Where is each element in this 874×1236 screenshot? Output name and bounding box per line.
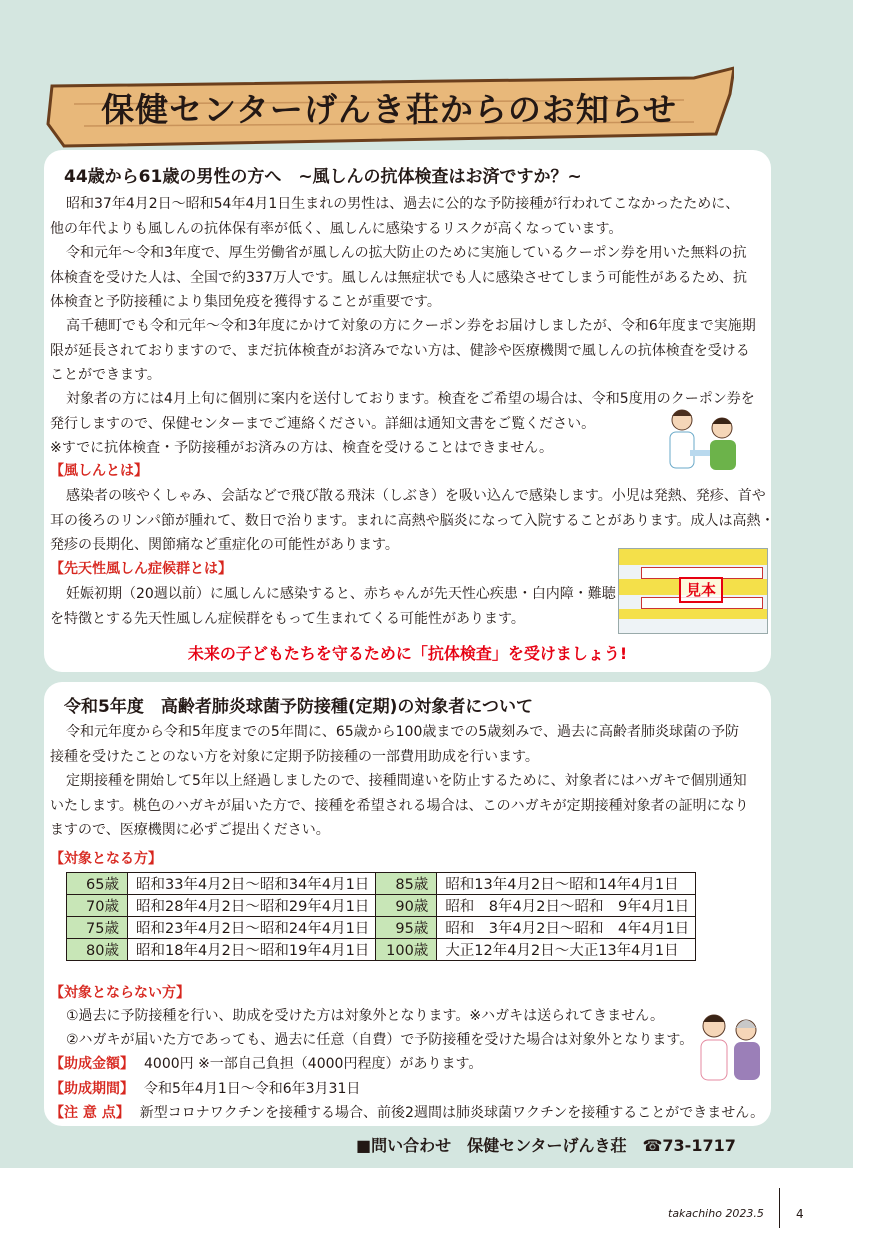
subsidy-amount-label: 【助成金額】 xyxy=(50,1056,134,1072)
age-cell: 80歳 xyxy=(67,939,128,961)
range-cell: 昭和13年4月2日～昭和14年4月1日 xyxy=(437,873,696,895)
subsidy-period-label: 【助成期間】 xyxy=(50,1081,134,1097)
crs-text: 妊娠初期（20週以前）に風しんに感染すると、赤ちゃんが先天性心疾患・白内障・難聴 を特徴とする先天性風しん症候群をもって生まれてくる可能性があります。 xyxy=(50,586,616,627)
crs-heading: 【先天性風しん症候群とは】 xyxy=(50,561,232,577)
age-cell: 75歳 xyxy=(67,917,128,939)
range-cell: 昭和 8年4月2日～昭和 9年4月1日 xyxy=(437,895,696,917)
rubella-about-text: 感染者の咳やくしゃみ、会話などで飛び散る飛沫（しぶき）を吸い込んで感染します。小児は発熱、発疹、首や 耳の後ろのリンパ節が腫れて、数日で治ります。まれに高熱や脳炎になって入院することがあります。成人は高熱・ 発疹の長期化、関節痛など重症化の可能性があります。 xyxy=(50,488,775,553)
footer-divider xyxy=(779,1188,780,1228)
table-row xyxy=(67,873,696,895)
age-cell: 100歳 xyxy=(376,939,437,961)
caution-label: 【注 意 点】 xyxy=(50,1105,130,1121)
doctor-patient-illustration xyxy=(660,406,742,474)
page-number: 4 xyxy=(796,1207,804,1221)
page-title: 保健センターげんき荘からのお知らせ xyxy=(101,90,677,129)
rubella-heading: 44歳から61歳の男性の方へ ~風しんの抗体検査はお済ですか？~ xyxy=(64,167,582,187)
age-cell: 85歳 xyxy=(376,873,437,895)
range-cell: 昭和 3年4月2日～昭和 4年4月1日 xyxy=(437,917,696,939)
rubella-paragraph-1: 昭和37年4月2日～昭和54年4月1日生まれの男性は、過去に公的な予防接種が行われてこなかったために、 他の年代よりも風しんの抗体保有率が低く、風しんに感染するリスクが高くなっています。 xyxy=(50,196,740,237)
sample-stamp: 見本 xyxy=(679,577,723,603)
antibody-slogan: 未来の子どもたちを守るために「抗体検査」を受けましょう! xyxy=(187,644,628,663)
target-age-table xyxy=(66,872,696,961)
range-cell: 昭和33年4月2日～昭和34年4月1日 xyxy=(128,873,376,895)
subsidy-period-value: 令和5年4月1日～令和6年3月31日 xyxy=(144,1081,361,1097)
nurse-elder-illustration xyxy=(692,1008,766,1086)
non-target-item-1: ①過去に予防接種を行い、助成を受けた方は対象外となります。※ハガキは送られてきません。 xyxy=(66,1008,664,1024)
magazine-name: takachiho 2023.5 xyxy=(668,1207,764,1220)
age-cell: 90歳 xyxy=(376,895,437,917)
rubella-paragraph-2: 令和元年～令和3年度で、厚生労働省が風しんの拡大防止のために実施しているクーポン券を用いた無料の抗 体検査を受けた人は、全国で約337万人です。風しんは無症状でも人に感染させてしまう可能性があるため、抗 体検査と予防接種により集団免疫を獲得することが重要です。 xyxy=(50,245,748,310)
age-cell: 95歳 xyxy=(376,917,437,939)
table-row xyxy=(67,895,696,917)
subsidy-amount-value: 4000円 ※一部自己負担（4000円程度）があります。 xyxy=(144,1056,483,1072)
rubella-paragraph-3: 高千穂町でも令和元年～令和3年度にかけて対象の方にクーポン券をお届けしましたが、令和6年度まで実施期 限が延長されておりますので、まだ抗体検査がお済みでない方は、健診や医療機関で風しんの抗体検査を受ける ことができます。 xyxy=(50,318,756,383)
coupon-sample-image xyxy=(618,548,768,634)
age-cell: 70歳 xyxy=(67,895,128,917)
pneumococcal-paragraph-1: 令和元年度から令和5年度までの5年間に、65歳から100歳までの5歳刻みで、過去に高齢者肺炎球菌の予防 接種を受けたことのない方を対象に定期予防接種の一部費用助成を行います。 xyxy=(50,724,739,765)
target-heading: 【対象となる方】 xyxy=(50,851,162,867)
range-cell: 昭和28年4月2日～昭和29年4月1日 xyxy=(128,895,376,917)
rubella-about-heading: 【風しんとは】 xyxy=(50,463,148,479)
pneumococcal-paragraph-2: 定期接種を開始して5年以上経過しましたので、接種間違いを防止するために、対象者にはハガキで個別通知 いたします。桃色のハガキが届いた方で、接種を希望される場合は、このハガキが定期接種対象者の証明になり ますので、医療機関に必ずご提出ください。 xyxy=(50,773,749,838)
table-row xyxy=(67,917,696,939)
pneumococcal-heading: 令和5年度 高齢者肺炎球菌予防接種(定期)の対象者について xyxy=(64,697,534,717)
non-target-item-2: ②ハガキが届いた方であっても、過去に任意（自費）で予防接種を受けた場合は対象外となります。 xyxy=(66,1032,694,1048)
table-row xyxy=(67,939,696,961)
contact-info: ■問い合わせ 保健センターげんき荘 ☎73-1717 xyxy=(356,1136,736,1155)
range-cell: 大正12年4月2日～大正13年4月1日 xyxy=(437,939,696,961)
age-cell: 65歳 xyxy=(67,873,128,895)
non-target-heading: 【対象とならない方】 xyxy=(50,985,190,1001)
caution-value: 新型コロナワクチンを接種する場合、前後2週間は肺炎球菌ワクチンを接種することができません。 xyxy=(139,1105,765,1121)
subsidy-amount-row xyxy=(50,1053,482,1073)
rubella-paragraph-4: 対象者の方には4月上旬に個別に案内を送付しております。検査をご希望の場合は、令和5度用のクーポン券を 発行しますので、保健センターまでご連絡ください。詳細は通知文書をご覧ください。 ※すでに抗体検査・予防接種がお済みの方は、検査を受けることはできません。 xyxy=(50,391,755,456)
range-cell: 昭和23年4月2日～昭和24年4月1日 xyxy=(128,917,376,939)
range-cell: 昭和18年4月2日～昭和19年4月1日 xyxy=(128,939,376,961)
subsidy-period-row xyxy=(50,1078,360,1098)
caution-row xyxy=(50,1102,764,1122)
